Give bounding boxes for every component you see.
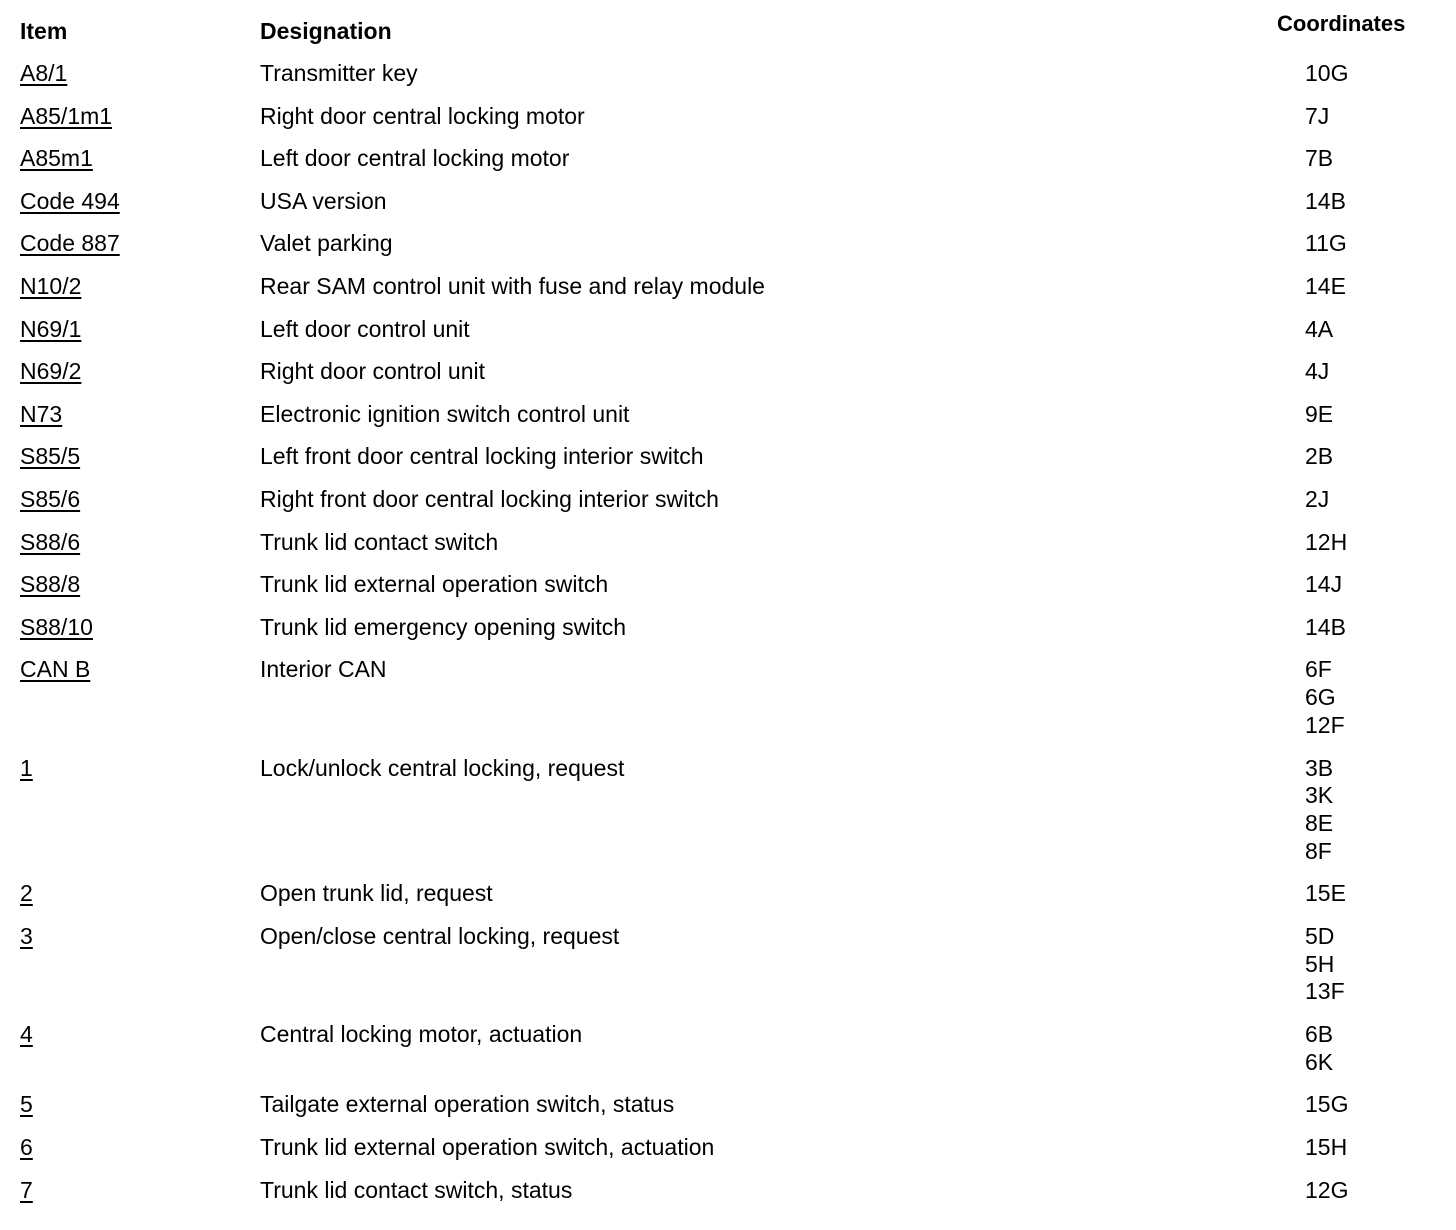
item-link[interactable]: S85/6 xyxy=(20,486,81,512)
designation-text: Interior CAN xyxy=(260,656,387,683)
coordinate-value: 6K xyxy=(1305,1048,1334,1075)
coordinate-value: 2J xyxy=(1305,486,1330,512)
coordinates-cell xyxy=(1305,1177,1348,1205)
designation-text: Central locking motor, actuation xyxy=(260,1021,583,1047)
coordinate-value: 15E xyxy=(1305,880,1346,907)
coordinate-value: 6G xyxy=(1305,684,1336,711)
item-link[interactable]: S88/6 xyxy=(20,528,81,555)
coordinate-value: 3K xyxy=(1305,782,1334,809)
designation-text: Open/close central locking, request xyxy=(260,922,620,949)
coordinate-value: 5H xyxy=(1305,950,1335,977)
designation-text: Transmitter key xyxy=(260,60,418,86)
item-link[interactable]: S85/5 xyxy=(20,443,81,470)
coordinates-cell xyxy=(1305,401,1333,429)
coordinates-cell xyxy=(1305,486,1329,514)
coordinate-value: 8F xyxy=(1305,837,1332,864)
designation-text: Trunk lid external operation switch xyxy=(260,571,609,598)
coordinate-value: 15G xyxy=(1305,1091,1349,1118)
coordinate-value: 12F xyxy=(1305,711,1345,738)
coordinates-cell xyxy=(1305,656,1345,739)
coordinate-value: 14B xyxy=(1305,187,1346,214)
designation-text: Trunk lid external operation switch, actuation xyxy=(260,1134,715,1160)
item-link[interactable]: S88/8 xyxy=(20,571,81,598)
designation-text: Trunk lid contact switch, status xyxy=(260,1176,573,1203)
coordinate-value: 7B xyxy=(1305,145,1334,172)
coordinates-cell xyxy=(1305,1134,1347,1162)
column-header-item: Item xyxy=(20,18,68,44)
item-link[interactable]: 6 xyxy=(20,1134,33,1160)
coordinates-cell xyxy=(1305,188,1346,216)
item-link[interactable]: A85m1 xyxy=(20,145,93,172)
coordinate-value: 12H xyxy=(1305,528,1348,555)
coordinate-value: 14B xyxy=(1305,613,1346,640)
item-link[interactable]: 4 xyxy=(20,1021,33,1047)
designation-text: Lock/unlock central locking, request xyxy=(260,754,625,781)
designation-text: Open trunk lid, request xyxy=(260,880,493,907)
item-link[interactable]: Code 494 xyxy=(20,187,120,214)
coordinates-cell xyxy=(1305,103,1329,131)
item-link[interactable]: A8/1 xyxy=(20,60,68,86)
coordinates-cell xyxy=(1305,1021,1333,1076)
coordinate-value: 7J xyxy=(1305,102,1330,129)
item-link[interactable]: Code 887 xyxy=(20,230,120,257)
coordinate-value: 11G xyxy=(1305,230,1347,257)
item-link[interactable]: N10/2 xyxy=(20,273,82,299)
designation-text: Trunk lid emergency opening switch xyxy=(260,613,627,640)
coordinates-cell xyxy=(1305,614,1346,642)
coordinate-value: 6F xyxy=(1305,656,1332,683)
coordinate-value: 6B xyxy=(1305,1021,1334,1047)
item-link[interactable]: A85/1m1 xyxy=(20,102,113,129)
designation-text: Left door central locking motor xyxy=(260,145,570,172)
designation-text: Left front door central locking interior switch xyxy=(260,443,704,470)
column-header-designation: Designation xyxy=(260,18,392,44)
coordinates-cell xyxy=(1305,529,1347,557)
designation-text: Right front door central locking interior switch xyxy=(260,486,719,512)
designation-text: Right door central locking motor xyxy=(260,102,585,129)
coordinate-value: 14E xyxy=(1305,273,1346,299)
coordinates-cell xyxy=(1305,571,1342,599)
coordinate-value: 8E xyxy=(1305,809,1334,836)
designation-text: Rear SAM control unit with fuse and relay module xyxy=(260,273,765,299)
coordinates-cell xyxy=(1305,1091,1348,1119)
designation-text: Electronic ignition switch control unit xyxy=(260,400,630,427)
coordinate-value: 9E xyxy=(1305,400,1334,427)
coordinate-value: 15H xyxy=(1305,1134,1348,1160)
designation-text: Tailgate external operation switch, status xyxy=(260,1091,675,1118)
coordinate-value: 14J xyxy=(1305,571,1343,598)
item-link[interactable]: N69/2 xyxy=(20,358,82,385)
designation-text: Right door control unit xyxy=(260,358,486,385)
item-link[interactable]: 1 xyxy=(20,754,33,781)
coordinates-cell xyxy=(1305,923,1345,1006)
item-link[interactable]: CAN B xyxy=(20,656,91,683)
coordinates-cell xyxy=(1305,358,1329,386)
item-link[interactable]: 2 xyxy=(20,880,33,907)
column-header-coordinates: Coordinates xyxy=(1277,11,1406,36)
designation-text: Trunk lid contact switch xyxy=(260,528,499,555)
designation-text: Left door control unit xyxy=(260,315,470,342)
designation-text: Valet parking xyxy=(260,230,393,257)
coordinate-value: 4A xyxy=(1305,315,1334,342)
coordinates-cell xyxy=(1305,880,1346,908)
item-link[interactable]: 7 xyxy=(20,1176,33,1203)
coordinate-value: 13F xyxy=(1305,978,1345,1005)
coordinates-cell xyxy=(1305,60,1348,88)
coordinates-cell xyxy=(1305,755,1333,866)
coordinate-value: 4J xyxy=(1305,358,1330,385)
coordinate-value: 5D xyxy=(1305,922,1335,949)
coordinate-value: 3B xyxy=(1305,754,1334,781)
coordinates-cell xyxy=(1305,145,1333,173)
coordinates-cell xyxy=(1305,230,1347,258)
item-link[interactable]: 5 xyxy=(20,1091,33,1118)
coordinates-cell xyxy=(1305,316,1333,344)
coordinate-value: 12G xyxy=(1305,1176,1349,1203)
coordinates-cell xyxy=(1305,443,1333,471)
designation-text: USA version xyxy=(260,187,387,214)
coordinate-value: 10G xyxy=(1305,60,1349,86)
item-link[interactable]: N69/1 xyxy=(20,315,82,342)
item-link[interactable]: N73 xyxy=(20,400,63,427)
coordinate-value: 2B xyxy=(1305,443,1334,470)
coordinates-cell xyxy=(1305,273,1346,301)
item-link[interactable]: S88/10 xyxy=(20,613,93,640)
item-link[interactable]: 3 xyxy=(20,922,33,949)
